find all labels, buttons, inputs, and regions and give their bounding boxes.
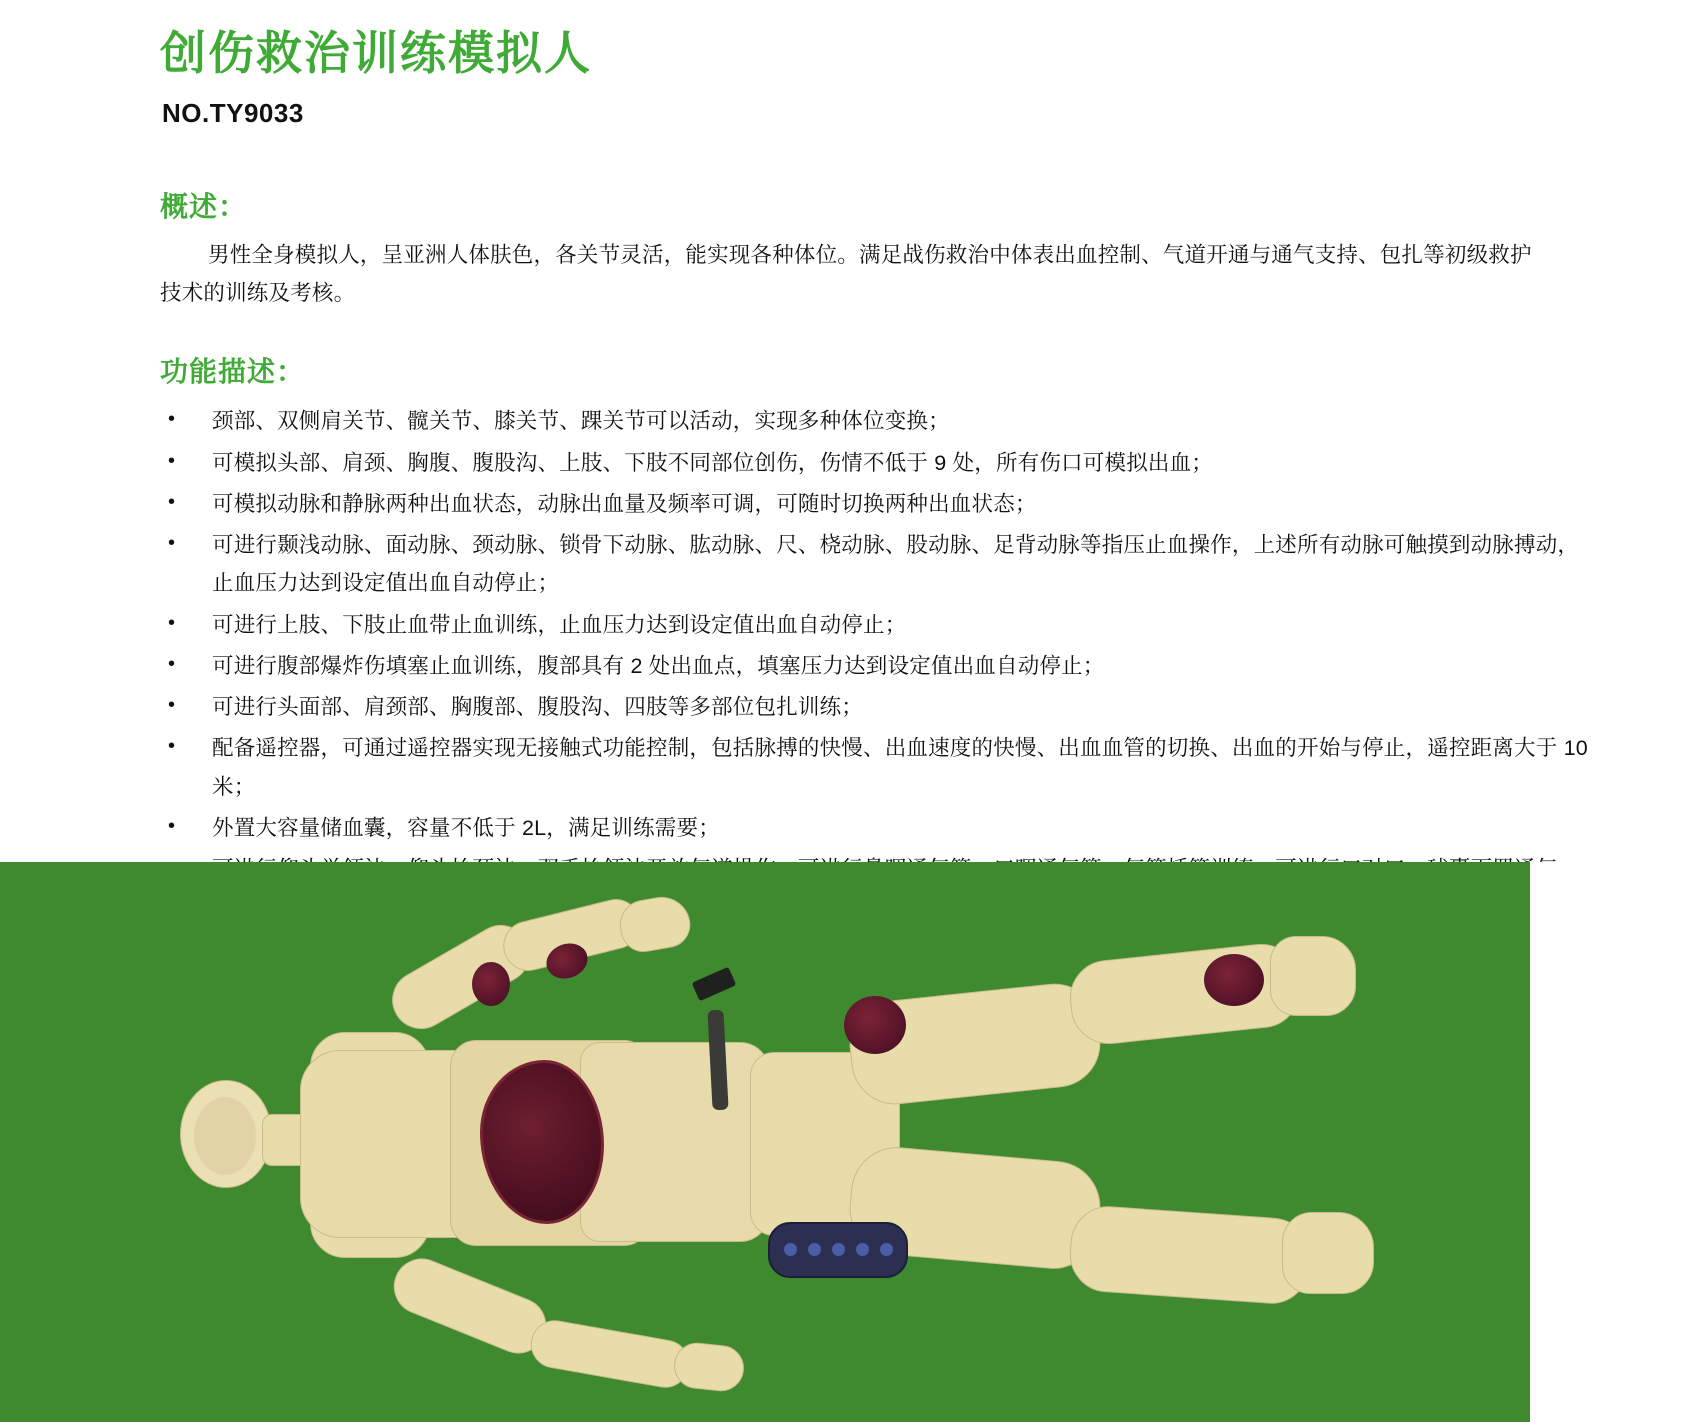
- manikin-foot-upper: [1270, 936, 1356, 1016]
- manikin-abdomen: [580, 1042, 770, 1242]
- panel-dot-icon: [856, 1243, 869, 1256]
- overview-paragraph: 男性全身模拟人，呈亚洲人体肤色，各关节灵活，能实现各种体位。满足战伤救治中体表出血控制、气道开通与通气支持、包扎等初级救护技术的训练及考核。: [160, 243, 1532, 305]
- manikin-face: [194, 1097, 256, 1175]
- bullet-icon: •: [168, 815, 176, 837]
- photo-right-margin: [1530, 862, 1700, 1422]
- manikin-shin-lower: [1067, 1204, 1312, 1307]
- list-item-text: 可进行颞浅动脉、面动脉、颈动脉、锁骨下动脉、肱动脉、尺、桡动脉、股动脉、足背动脉等指压止血操作，上述所有动脉可触摸到动脉搏动，止血压力达到设定值出血自动停止；: [212, 533, 1580, 596]
- manikin-foot-lower: [1282, 1212, 1374, 1294]
- shoulder-tag-icon: [692, 967, 737, 1002]
- wound-thigh: [844, 996, 906, 1054]
- bullet-icon: •: [168, 449, 176, 472]
- model-number: NO.TY9033: [162, 98, 304, 129]
- list-item-text: 可模拟头部、肩颈、胸腹、腹股沟、上肢、下肢不同部位创伤，伤情不低于 9 处，所有伤口可模拟出血；: [212, 450, 1214, 475]
- bullet-icon: •: [168, 532, 176, 555]
- list-item: [160, 647, 1600, 685]
- panel-dot-icon: [784, 1243, 797, 1256]
- list-item-text: 配备遥控器，可通过遥控器实现无接触式功能控制，包括脉搏的快慢、出血速度的快慢、出血血管的切换、出血的开始与停止，遥控距离大于 10 米；: [212, 736, 1588, 799]
- bullet-icon: •: [168, 490, 176, 513]
- page-title: 创伤救治训练模拟人: [160, 27, 592, 79]
- manikin-forearm-right: [527, 1316, 693, 1391]
- manikin-illustration: [150, 892, 1350, 1392]
- feature-list: [160, 402, 1600, 888]
- panel-dot-icon: [832, 1243, 845, 1256]
- bullet-icon: •: [168, 735, 176, 758]
- list-item-text: 颈部、双侧肩关节、髋关节、膝关节、踝关节可以活动，实现多种体位变换；: [212, 409, 950, 434]
- list-item-text: 可进行头面部、肩颈部、胸腹部、腹股沟、四肢等多部位包扎训练；: [212, 695, 864, 720]
- list-item: [160, 729, 1600, 806]
- bullet-icon: •: [168, 611, 176, 634]
- list-item: [160, 485, 1600, 523]
- features-heading: 功能描述：: [160, 356, 306, 388]
- list-item: [160, 402, 1600, 440]
- manikin-shin-upper: [1066, 940, 1304, 1048]
- wound-shin: [1204, 954, 1264, 1006]
- wound-arm-upper: [472, 962, 510, 1006]
- product-photo: [0, 862, 1700, 1422]
- bullet-icon: •: [168, 694, 176, 717]
- control-panel: [768, 1222, 908, 1278]
- list-item: [160, 809, 1600, 847]
- list-item: [160, 444, 1600, 482]
- list-item-text: 可进行上肢、下肢止血带止血训练，止血压力达到设定值出血自动停止；: [212, 612, 907, 637]
- list-item: [160, 688, 1600, 726]
- list-item: [160, 606, 1600, 644]
- overview-heading: 概述：: [160, 191, 248, 223]
- list-item-text: 可模拟动脉和静脉两种出血状态，动脉出血量及频率可调，可随时切换两种出血状态；: [212, 491, 1037, 516]
- manikin-upper-arm-right: [385, 1250, 554, 1362]
- list-item: [160, 526, 1600, 603]
- panel-dot-icon: [880, 1243, 893, 1256]
- bullet-icon: •: [168, 408, 176, 431]
- manikin-hand-right: [672, 1340, 746, 1393]
- list-item-text: 外置大容量储血囊，容量不低于 2L，满足训练需要；: [212, 816, 720, 840]
- bullet-icon: •: [168, 652, 176, 675]
- panel-dot-icon: [808, 1243, 821, 1256]
- list-item-text: 可进行腹部爆炸伤填塞止血训练，腹部具有 2 处出血点，填塞压力达到设定值出血自动停止；: [212, 653, 1105, 678]
